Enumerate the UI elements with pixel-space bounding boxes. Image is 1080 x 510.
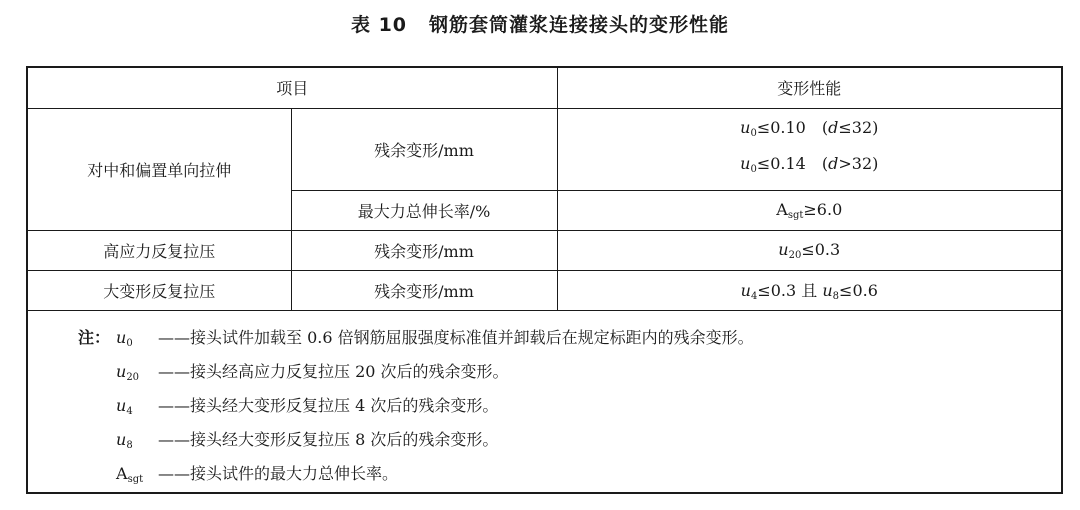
subitem-residual: 残余变形/mm (291, 230, 557, 270)
note-symbol: $A_{sgt}$ (116, 463, 144, 485)
note-symbol: $u_4$ (116, 395, 133, 417)
note-symbol: $u_0$ (116, 327, 133, 349)
note-symbol: $u_8$ (116, 429, 133, 451)
note-text: ——接头经大变形反复拉压 8 次后的残余变形。 (158, 429, 499, 449)
header-item: 项目 (28, 68, 557, 108)
table-row (28, 270, 1061, 310)
note-item (28, 355, 1061, 389)
perf-elongation: $A_{sgt}\ge 6.0$ (557, 190, 1061, 230)
note-text: ——接头试件加载至 0.6 倍钢筋屈服强度标准值并卸载后在规定标距内的残余变形。 (158, 327, 754, 347)
note-label: 注： (78, 327, 111, 347)
table-number: 表 10 (350, 14, 408, 36)
note-item (28, 321, 1061, 355)
perf-large-deformation: $u_4\le 0.3$ 且 $u_8\le 0.6$ (557, 270, 1061, 310)
note-text: ——接头试件的最大力总伸长率。 (158, 463, 399, 483)
perf-high-stress: $u_{20}\le 0.3$ (557, 230, 1061, 270)
header-performance: 变形性能 (557, 68, 1061, 108)
category-uniaxial: 对中和偏置单向拉伸 (28, 108, 291, 230)
subitem-residual: 残余变形/mm (291, 108, 557, 190)
category-large-deformation: 大变形反复拉压 (28, 270, 291, 310)
category-high-stress: 高应力反复拉压 (28, 230, 291, 270)
note-item (28, 389, 1061, 423)
table-frame (26, 66, 1063, 494)
perf-residual-uniaxial (557, 108, 1061, 190)
deformation-table (28, 68, 1061, 311)
note-item (28, 423, 1061, 457)
note-text: ——接头经高应力反复拉压 20 次后的残余变形。 (158, 361, 509, 381)
perf-line-large-d: $u_0\le 0.14$ (d>32) (740, 154, 879, 175)
note-item (28, 457, 1061, 491)
table-row (28, 108, 1061, 190)
subitem-residual: 残余变形/mm (291, 270, 557, 310)
table-caption (0, 10, 1080, 40)
table-row (28, 230, 1061, 270)
table-title: 钢筋套筒灌浆连接接头的变形性能 (429, 14, 730, 36)
note-text: ——接头经大变形反复拉压 4 次后的残余变形。 (158, 395, 499, 415)
note-symbol: $u_{20}$ (116, 361, 140, 383)
table-notes (28, 311, 1061, 491)
header-row (28, 68, 1061, 108)
subitem-elongation: 最大力总伸长率/% (291, 190, 557, 230)
perf-line-small-d: $u_0\le 0.10$ (d≤32) (740, 118, 879, 139)
